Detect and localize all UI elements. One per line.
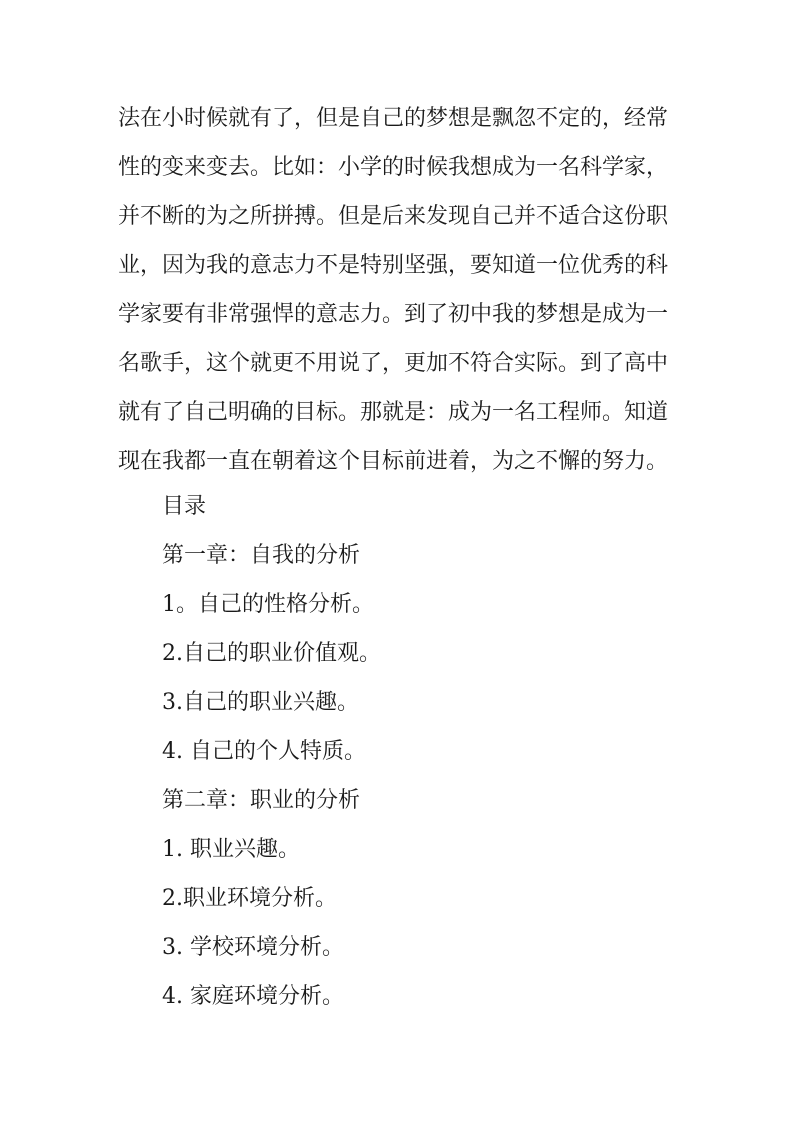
paragraph-line: 并不断的为之所拼搏。但是后来发现自己并不适合这份职 <box>118 204 669 229</box>
paragraph-line: 就有了自己明确的目标。那就是：成为一名工程师。知道 <box>118 400 669 425</box>
toc-chapter-title: 第一章：自我的分析 <box>162 543 361 568</box>
paragraph-line: 名歌手，这个就更不用说了，更加不符合实际。到了高中 <box>118 351 669 376</box>
paragraph-line: 现在我都一直在朝着这个目标前进着，为之不懈的努力。 <box>118 449 669 474</box>
toc-item: 3.自己的职业兴趣。 <box>162 690 359 715</box>
toc-item: 1. 职业兴趣。 <box>162 837 300 862</box>
paragraph-line: 学家要有非常强悍的意志力。到了初中我的梦想是成为一 <box>118 302 669 327</box>
toc-heading: 目录 <box>162 494 207 519</box>
toc-item: 1。自己的性格分析。 <box>162 592 374 617</box>
toc-item: 2.职业环境分析。 <box>162 886 337 911</box>
toc-item: 4. 自己的个人特质。 <box>162 739 366 764</box>
paragraph-line: 法在小时候就有了，但是自己的梦想是飘忽不定的，经常 <box>118 106 669 131</box>
toc-item: 2.自己的职业价值观。 <box>162 641 381 666</box>
paragraph-line: 业，因为我的意志力不是特别坚强，要知道一位优秀的科 <box>118 253 669 278</box>
toc-item: 3. 学校环境分析。 <box>162 935 344 960</box>
toc-chapter-title: 第二章：职业的分析 <box>162 788 361 813</box>
paragraph-line: 性的变来变去。比如：小学的时候我想成为一名科学家， <box>118 155 669 180</box>
toc-item: 4. 家庭环境分析。 <box>162 984 344 1009</box>
